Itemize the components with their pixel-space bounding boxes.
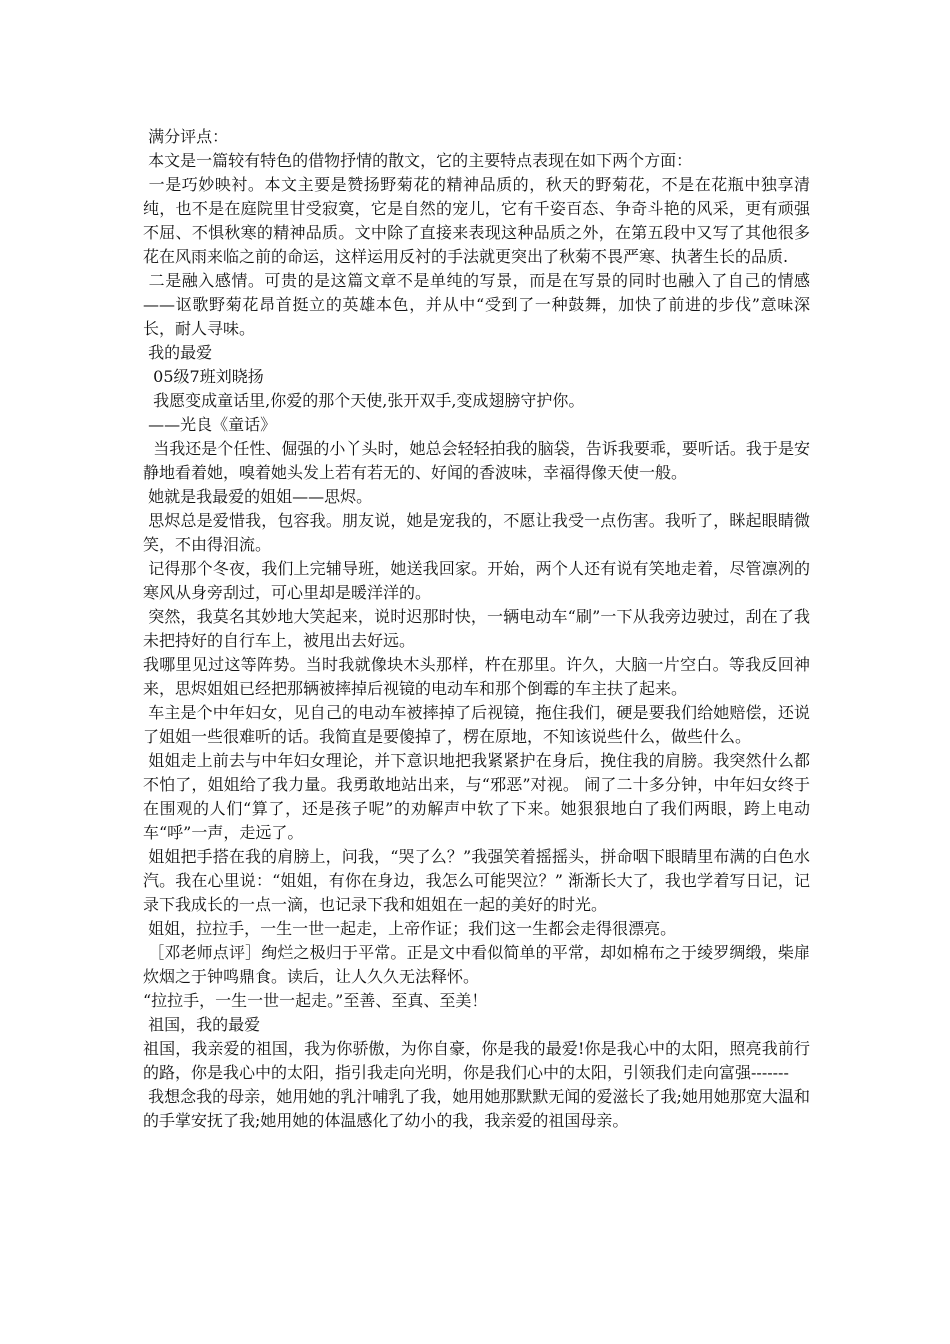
paragraph: 车主是个中年妇女，见自己的电动车被摔掉了后视镜，拖住我们，硬是要我们给她赔偿，还说了姐姐一些很难听的话。我简直是要傻掉了，楞在原地，不知该说些什么，做些什么。 xyxy=(143,703,810,746)
paragraph: 一是巧妙映衬。本文主要是赞扬野菊花的精神品质的，秋天的野菊花，不是在花瓶中独享清纯，也不是在庭院里甘受寂寞，它是自然的宠儿，它有千姿百态、争奇斗艳的风采，更有顽强不屈、不惧秋寒的精神品质。文中除了直接来表现这种品质之外，在第五段中又写了其他很多花在风雨来临之前的命运，这样运用反衬的手法就更突出了秋菊不畏严寒、执著生长的品质. xyxy=(143,175,810,266)
paragraph: 二是融入感情。可贵的是这篇文章不是单纯的写景，而是在写景的同时也融入了自己的情感——讴歌野菊花昂首挺立的英雄本色，并从中“受到了一种鼓舞，加快了前进的步伐”意味深长，耐人寻味。 xyxy=(143,271,810,338)
paragraph: 姐姐把手搭在我的肩膀上，问我，“哭了么？”我强笑着摇摇头，拼命咽下眼睛里布满的白色水汽。我在心里说：“姐姐，有你在身边，我怎么可能哭泣？” 渐渐长大了，我也学着写日记，记录下我成长的一点一滴，也记录下我和姐姐在一起的美好的时光。 xyxy=(143,847,810,914)
paragraph-comment-heading: 满分评点： xyxy=(143,127,229,146)
paragraph: 本文是一篇较有特色的借物抒情的散文，它的主要特点表现在如下两个方面： xyxy=(143,151,693,170)
paragraph: 姐姐，拉拉手，一生一世一起走，上帝作证；我们这一生都会走得很漂亮。 xyxy=(143,919,677,938)
paragraph: 突然，我莫名其妙地大笑起来，说时迟那时快，一辆电动车“刷”一下从我旁边驶过，刮在了我未把持好的自行车上，被甩出去好远。 xyxy=(143,607,810,650)
paragraph: 我想念我的母亲，她用她的乳汁哺乳了我，她用她那默默无闻的爱滋长了我;她用她那宽大温和的手掌安抚了我;她用她的体温感化了幼小的我，我亲爱的祖国母亲。 xyxy=(143,1087,810,1130)
document-body xyxy=(143,125,810,1133)
paragraph: 我哪里见过这等阵势。当时我就像块木头那样，杵在那里。许久，大脑一片空白。等我反回神来，思烬姐姐已经把那辆被摔掉后视镜的电动车和那个倒霉的车主扶了起来。 xyxy=(143,655,810,698)
teacher-comment: ［邓老师点评］绚烂之极归于平常。正是文中看似简单的平常，却如棉布之于绫罗绸缎，柴扉炊烟之于钟鸣鼎食。读后，让人久久无法释怀。 xyxy=(143,943,810,986)
paragraph: 姐姐走上前去与中年妇女理论，并下意识地把我紧紧护在身后，挽住我的肩膀。我突然什么都不怕了，姐姐给了我力量。我勇敢地站出来，与“邪恶”对视。 闹了二十多分钟，中年妇女终于在围观的人们“算了，还是孩子呢”的劝解声中软了下来。她狠狠地白了我们两眼，跨上电动车“呼”一声，走远了。 xyxy=(143,751,810,842)
epigraph: 我愿变成童话里,你爱的那个天使,张开双手,变成翅膀守护你。 xyxy=(143,391,585,410)
paragraph: 思烬总是爱惜我，包容我。朋友说，她是宠我的，不愿让我受一点伤害。我听了，眯起眼睛微笑，不由得泪流。 xyxy=(143,511,810,554)
paragraph: 她就是我最爱的姐姐——思烬。 xyxy=(143,487,373,506)
essay-title: 我的最爱 xyxy=(143,343,213,362)
essay-title: 祖国，我的最爱 xyxy=(143,1015,261,1034)
paragraph: 记得那个冬夜，我们上完辅导班，她送我回家。开始，两个人还有说有笑地走着，尽管凛冽的寒风从身旁刮过，可心里却是暖洋洋的。 xyxy=(143,559,810,602)
paragraph: 当我还是个任性、倔强的小丫头时，她总会轻轻拍我的脑袋，告诉我要乖，要听话。我于是安静地看着她，嗅着她头发上若有若无的、好闻的香波味，幸福得像天使一般。 xyxy=(143,439,810,482)
paragraph: “拉拉手，一生一世一起走。”至善、至真、至美！ xyxy=(143,991,488,1010)
essay-author: 05级7班刘晓扬 xyxy=(143,367,264,386)
epigraph-source: ——光良《童话》 xyxy=(143,415,277,434)
paragraph: 祖国，我亲爱的祖国，我为你骄傲，为你自豪，你是我的最爱!你是我心中的太阳，照亮我前行的路，你是我心中的太阳，指引我走向光明，你是我们心中的太阳，引领我们走向富强------- xyxy=(143,1039,810,1082)
